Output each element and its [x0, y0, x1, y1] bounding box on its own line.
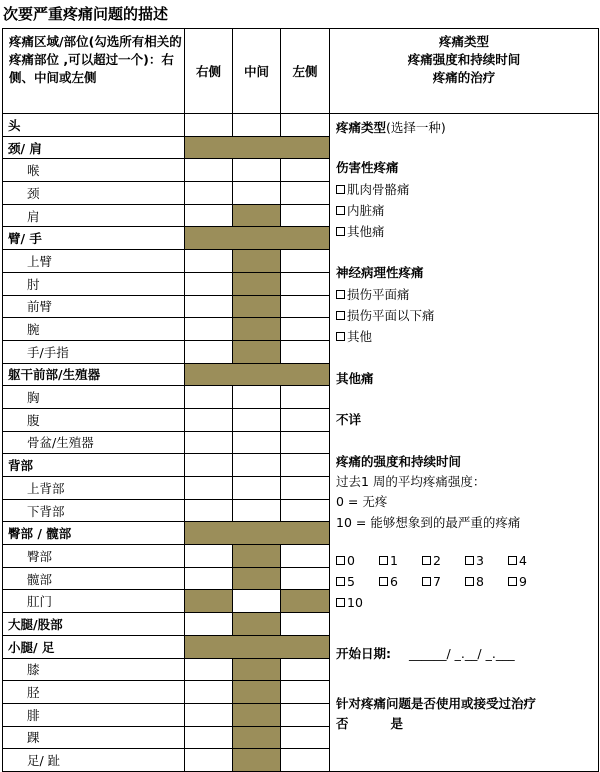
- region-sub-label: 髋部: [3, 567, 185, 590]
- middle-cell-shaded: [233, 545, 281, 568]
- pain-info-header-line: 疼痛强度和持续时间: [407, 52, 521, 67]
- region-group-bar: [185, 136, 330, 159]
- left-cell-checkbox[interactable]: [281, 318, 330, 341]
- region-sub-label: 踝: [3, 726, 185, 749]
- neuropathic-option[interactable]: 其他: [336, 327, 372, 345]
- region-sub-label: 上臂: [3, 250, 185, 273]
- treatment-question: 针对疼痛问题是否使用或接受过治疗: [336, 696, 537, 711]
- start-date-label: 开始日期:: [336, 646, 391, 661]
- pain-location-table: [2, 28, 599, 772]
- region-group-label: 背部: [3, 454, 185, 477]
- treatment-no-option[interactable]: 否: [336, 716, 349, 731]
- region-group-bar: [185, 227, 330, 250]
- neuropathic-option[interactable]: 损伤平面痛: [336, 285, 410, 303]
- left-cell-checkbox[interactable]: [281, 114, 330, 137]
- intensity-option[interactable]: 5: [336, 574, 355, 589]
- intensity-option[interactable]: 3: [465, 553, 484, 568]
- middle-cell-shaded: [233, 703, 281, 726]
- region-group-label: 臀部 / 髋部: [3, 522, 185, 545]
- right-cell-checkbox[interactable]: [185, 499, 233, 522]
- region-group-label: 臂/ 手: [3, 227, 185, 250]
- intensity-option[interactable]: 10: [336, 595, 363, 610]
- region-sub-label: 腹: [3, 408, 185, 431]
- checkbox-icon[interactable]: [422, 577, 431, 586]
- middle-cell-checkbox[interactable]: [233, 182, 281, 205]
- checkbox-icon[interactable]: [336, 227, 345, 236]
- right-cell-checkbox[interactable]: [185, 340, 233, 363]
- pain-details-panel: [330, 114, 599, 772]
- left-cell-checkbox[interactable]: [281, 386, 330, 409]
- right-cell-checkbox[interactable]: [185, 295, 233, 318]
- checkbox-icon[interactable]: [336, 332, 345, 341]
- right-side-header: 右侧: [185, 29, 233, 114]
- left-cell-checkbox[interactable]: [281, 681, 330, 704]
- left-cell-checkbox[interactable]: [281, 499, 330, 522]
- right-cell-checkbox[interactable]: [185, 658, 233, 681]
- left-cell-checkbox[interactable]: [281, 408, 330, 431]
- region-group-label: 躯干前部/生殖器: [3, 363, 185, 386]
- region-group-bar: [185, 363, 330, 386]
- checkbox-icon[interactable]: [508, 556, 517, 565]
- region-group-bar: [185, 522, 330, 545]
- right-cell-checkbox[interactable]: [185, 182, 233, 205]
- middle-header: 中间: [233, 29, 281, 114]
- middle-cell-shaded: [233, 613, 281, 636]
- scale-zero-label: 0 = 无疼: [336, 494, 388, 509]
- intensity-option[interactable]: 0: [336, 553, 355, 568]
- left-cell-shaded: [281, 590, 330, 613]
- left-cell-checkbox[interactable]: [281, 749, 330, 772]
- left-cell-checkbox[interactable]: [281, 182, 330, 205]
- checkbox-icon[interactable]: [465, 556, 474, 565]
- intensity-option[interactable]: 7: [422, 574, 441, 589]
- pain-info-header-line: 疼痛的治疗: [432, 70, 496, 85]
- right-cell-shaded: [185, 590, 233, 613]
- checkbox-icon[interactable]: [336, 185, 345, 194]
- region-sub-label: 足/ 趾: [3, 749, 185, 772]
- left-cell-checkbox[interactable]: [281, 613, 330, 636]
- middle-cell-checkbox[interactable]: [233, 590, 281, 613]
- checkbox-icon[interactable]: [336, 311, 345, 320]
- intensity-heading: 疼痛的强度和持续时间: [336, 454, 462, 469]
- middle-cell-shaded: [233, 318, 281, 341]
- checkbox-icon[interactable]: [422, 556, 431, 565]
- middle-cell-shaded: [233, 567, 281, 590]
- right-cell-checkbox[interactable]: [185, 272, 233, 295]
- middle-cell-checkbox[interactable]: [233, 477, 281, 500]
- other-pain-label: 其他痛: [336, 371, 374, 386]
- left-cell-checkbox[interactable]: [281, 431, 330, 454]
- checkbox-icon[interactable]: [336, 577, 345, 586]
- page-title: 次要严重疼痛问题的描述: [3, 5, 169, 23]
- left-cell-checkbox[interactable]: [281, 545, 330, 568]
- right-cell-checkbox[interactable]: [185, 454, 233, 477]
- region-sub-label: 手/手指: [3, 340, 185, 363]
- region-sub-label: 胸: [3, 386, 185, 409]
- left-cell-checkbox[interactable]: [281, 477, 330, 500]
- right-cell-checkbox[interactable]: [185, 386, 233, 409]
- region-sub-label: 骨盆/生殖器: [3, 431, 185, 454]
- intensity-option[interactable]: 2: [422, 553, 441, 568]
- scale-ten-label: 10 = 能够想象到的最严重的疼痛: [336, 515, 521, 530]
- left-side-header: 左侧: [281, 29, 330, 114]
- region-sub-label: 肩: [3, 204, 185, 227]
- region-group-bar: [185, 635, 330, 658]
- middle-cell-shaded: [233, 726, 281, 749]
- region-group-label: 颈/ 肩: [3, 136, 185, 159]
- middle-cell-checkbox[interactable]: [233, 159, 281, 182]
- pain-info-header: [330, 29, 599, 114]
- region-sub-label: 颈: [3, 182, 185, 205]
- right-cell-checkbox[interactable]: [185, 318, 233, 341]
- unknown-label: 不详: [336, 412, 362, 427]
- checkbox-icon[interactable]: [336, 290, 345, 299]
- middle-cell-shaded: [233, 272, 281, 295]
- type-line: [336, 118, 446, 136]
- right-cell-checkbox[interactable]: [185, 114, 233, 137]
- type-hint: (选择一种): [386, 120, 446, 135]
- table-row: [3, 114, 599, 137]
- middle-cell-shaded: [233, 749, 281, 772]
- nociceptive-option[interactable]: 肌肉骨骼痛: [336, 180, 410, 198]
- right-cell-checkbox[interactable]: [185, 613, 233, 636]
- checkbox-icon[interactable]: [379, 577, 388, 586]
- left-cell-checkbox[interactable]: [281, 658, 330, 681]
- intensity-option[interactable]: 9: [508, 574, 527, 589]
- left-cell-checkbox[interactable]: [281, 159, 330, 182]
- right-cell-checkbox[interactable]: [185, 703, 233, 726]
- checkbox-icon[interactable]: [465, 577, 474, 586]
- middle-cell-checkbox[interactable]: [233, 408, 281, 431]
- region-header: 疼痛区域/部位(勾选所有相关的疼痛部位 ,可以超过一个)：右侧、中间或左侧: [3, 29, 185, 114]
- treatment-answers: [336, 714, 403, 732]
- left-cell-checkbox[interactable]: [281, 250, 330, 273]
- right-cell-checkbox[interactable]: [185, 477, 233, 500]
- middle-cell-checkbox[interactable]: [233, 454, 281, 477]
- type-heading: 疼痛类型: [336, 120, 387, 135]
- intensity-option[interactable]: 8: [465, 574, 484, 589]
- intensity-question: 过去1 周的平均疼痛强度：: [336, 474, 486, 489]
- middle-cell-shaded: [233, 250, 281, 273]
- nociceptive-option[interactable]: 其他痛: [336, 222, 385, 240]
- right-cell-checkbox[interactable]: [185, 159, 233, 182]
- checkbox-icon[interactable]: [508, 577, 517, 586]
- checkbox-icon[interactable]: [336, 556, 345, 565]
- right-cell-checkbox[interactable]: [185, 545, 233, 568]
- region-sub-label: 喉: [3, 159, 185, 182]
- middle-cell-shaded: [233, 340, 281, 363]
- right-cell-checkbox[interactable]: [185, 431, 233, 454]
- region-sub-label: 前臂: [3, 295, 185, 318]
- neuropathic-heading: 神经病理性疼痛: [336, 265, 424, 280]
- region-sub-label: 肘: [3, 272, 185, 295]
- region-sub-label: 臀部: [3, 545, 185, 568]
- left-cell-checkbox[interactable]: [281, 567, 330, 590]
- middle-cell-shaded: [233, 658, 281, 681]
- left-cell-checkbox[interactable]: [281, 272, 330, 295]
- region-group-label: 大腿/股部: [3, 613, 185, 636]
- region-sub-label: 腓: [3, 703, 185, 726]
- neuropathic-option[interactable]: 损伤平面以下痛: [336, 306, 435, 324]
- checkbox-icon[interactable]: [336, 598, 345, 607]
- nociceptive-heading: 伤害性疼痛: [336, 160, 399, 175]
- intensity-option[interactable]: 6: [379, 574, 398, 589]
- intensity-option[interactable]: 4: [508, 553, 527, 568]
- middle-cell-checkbox[interactable]: [233, 114, 281, 137]
- right-cell-checkbox[interactable]: [185, 567, 233, 590]
- region-group-label: 小腿/ 足: [3, 635, 185, 658]
- middle-cell-checkbox[interactable]: [233, 386, 281, 409]
- region-sub-label: 膝: [3, 658, 185, 681]
- right-cell-checkbox[interactable]: [185, 681, 233, 704]
- left-cell-checkbox[interactable]: [281, 726, 330, 749]
- left-cell-checkbox[interactable]: [281, 204, 330, 227]
- pain-info-header-line: 疼痛类型: [438, 34, 489, 49]
- region-sub-label: 上背部: [3, 477, 185, 500]
- left-cell-checkbox[interactable]: [281, 340, 330, 363]
- right-cell-checkbox[interactable]: [185, 204, 233, 227]
- right-cell-checkbox[interactable]: [185, 726, 233, 749]
- left-cell-checkbox[interactable]: [281, 454, 330, 477]
- middle-cell-shaded: [233, 681, 281, 704]
- left-cell-checkbox[interactable]: [281, 703, 330, 726]
- middle-cell-checkbox[interactable]: [233, 499, 281, 522]
- region-sub-label: 胫: [3, 681, 185, 704]
- right-cell-checkbox[interactable]: [185, 408, 233, 431]
- start-date-line: [336, 644, 515, 662]
- middle-cell-checkbox[interactable]: [233, 431, 281, 454]
- left-cell-checkbox[interactable]: [281, 295, 330, 318]
- right-cell-checkbox[interactable]: [185, 749, 233, 772]
- right-cell-checkbox[interactable]: [185, 250, 233, 273]
- checkbox-icon[interactable]: [336, 206, 345, 215]
- treatment-yes-option[interactable]: 是: [390, 716, 404, 731]
- middle-cell-shaded: [233, 295, 281, 318]
- checkbox-icon[interactable]: [379, 556, 388, 565]
- start-date-field[interactable]: ______/ _.__/ _.___: [409, 646, 515, 661]
- middle-cell-shaded: [233, 204, 281, 227]
- region-sub-label: 下背部: [3, 499, 185, 522]
- region-sub-label: 腕: [3, 318, 185, 341]
- nociceptive-option[interactable]: 内脏痛: [336, 201, 385, 219]
- intensity-option[interactable]: 1: [379, 553, 398, 568]
- region-group-label: 头: [3, 114, 185, 137]
- region-sub-label: 肛门: [3, 590, 185, 613]
